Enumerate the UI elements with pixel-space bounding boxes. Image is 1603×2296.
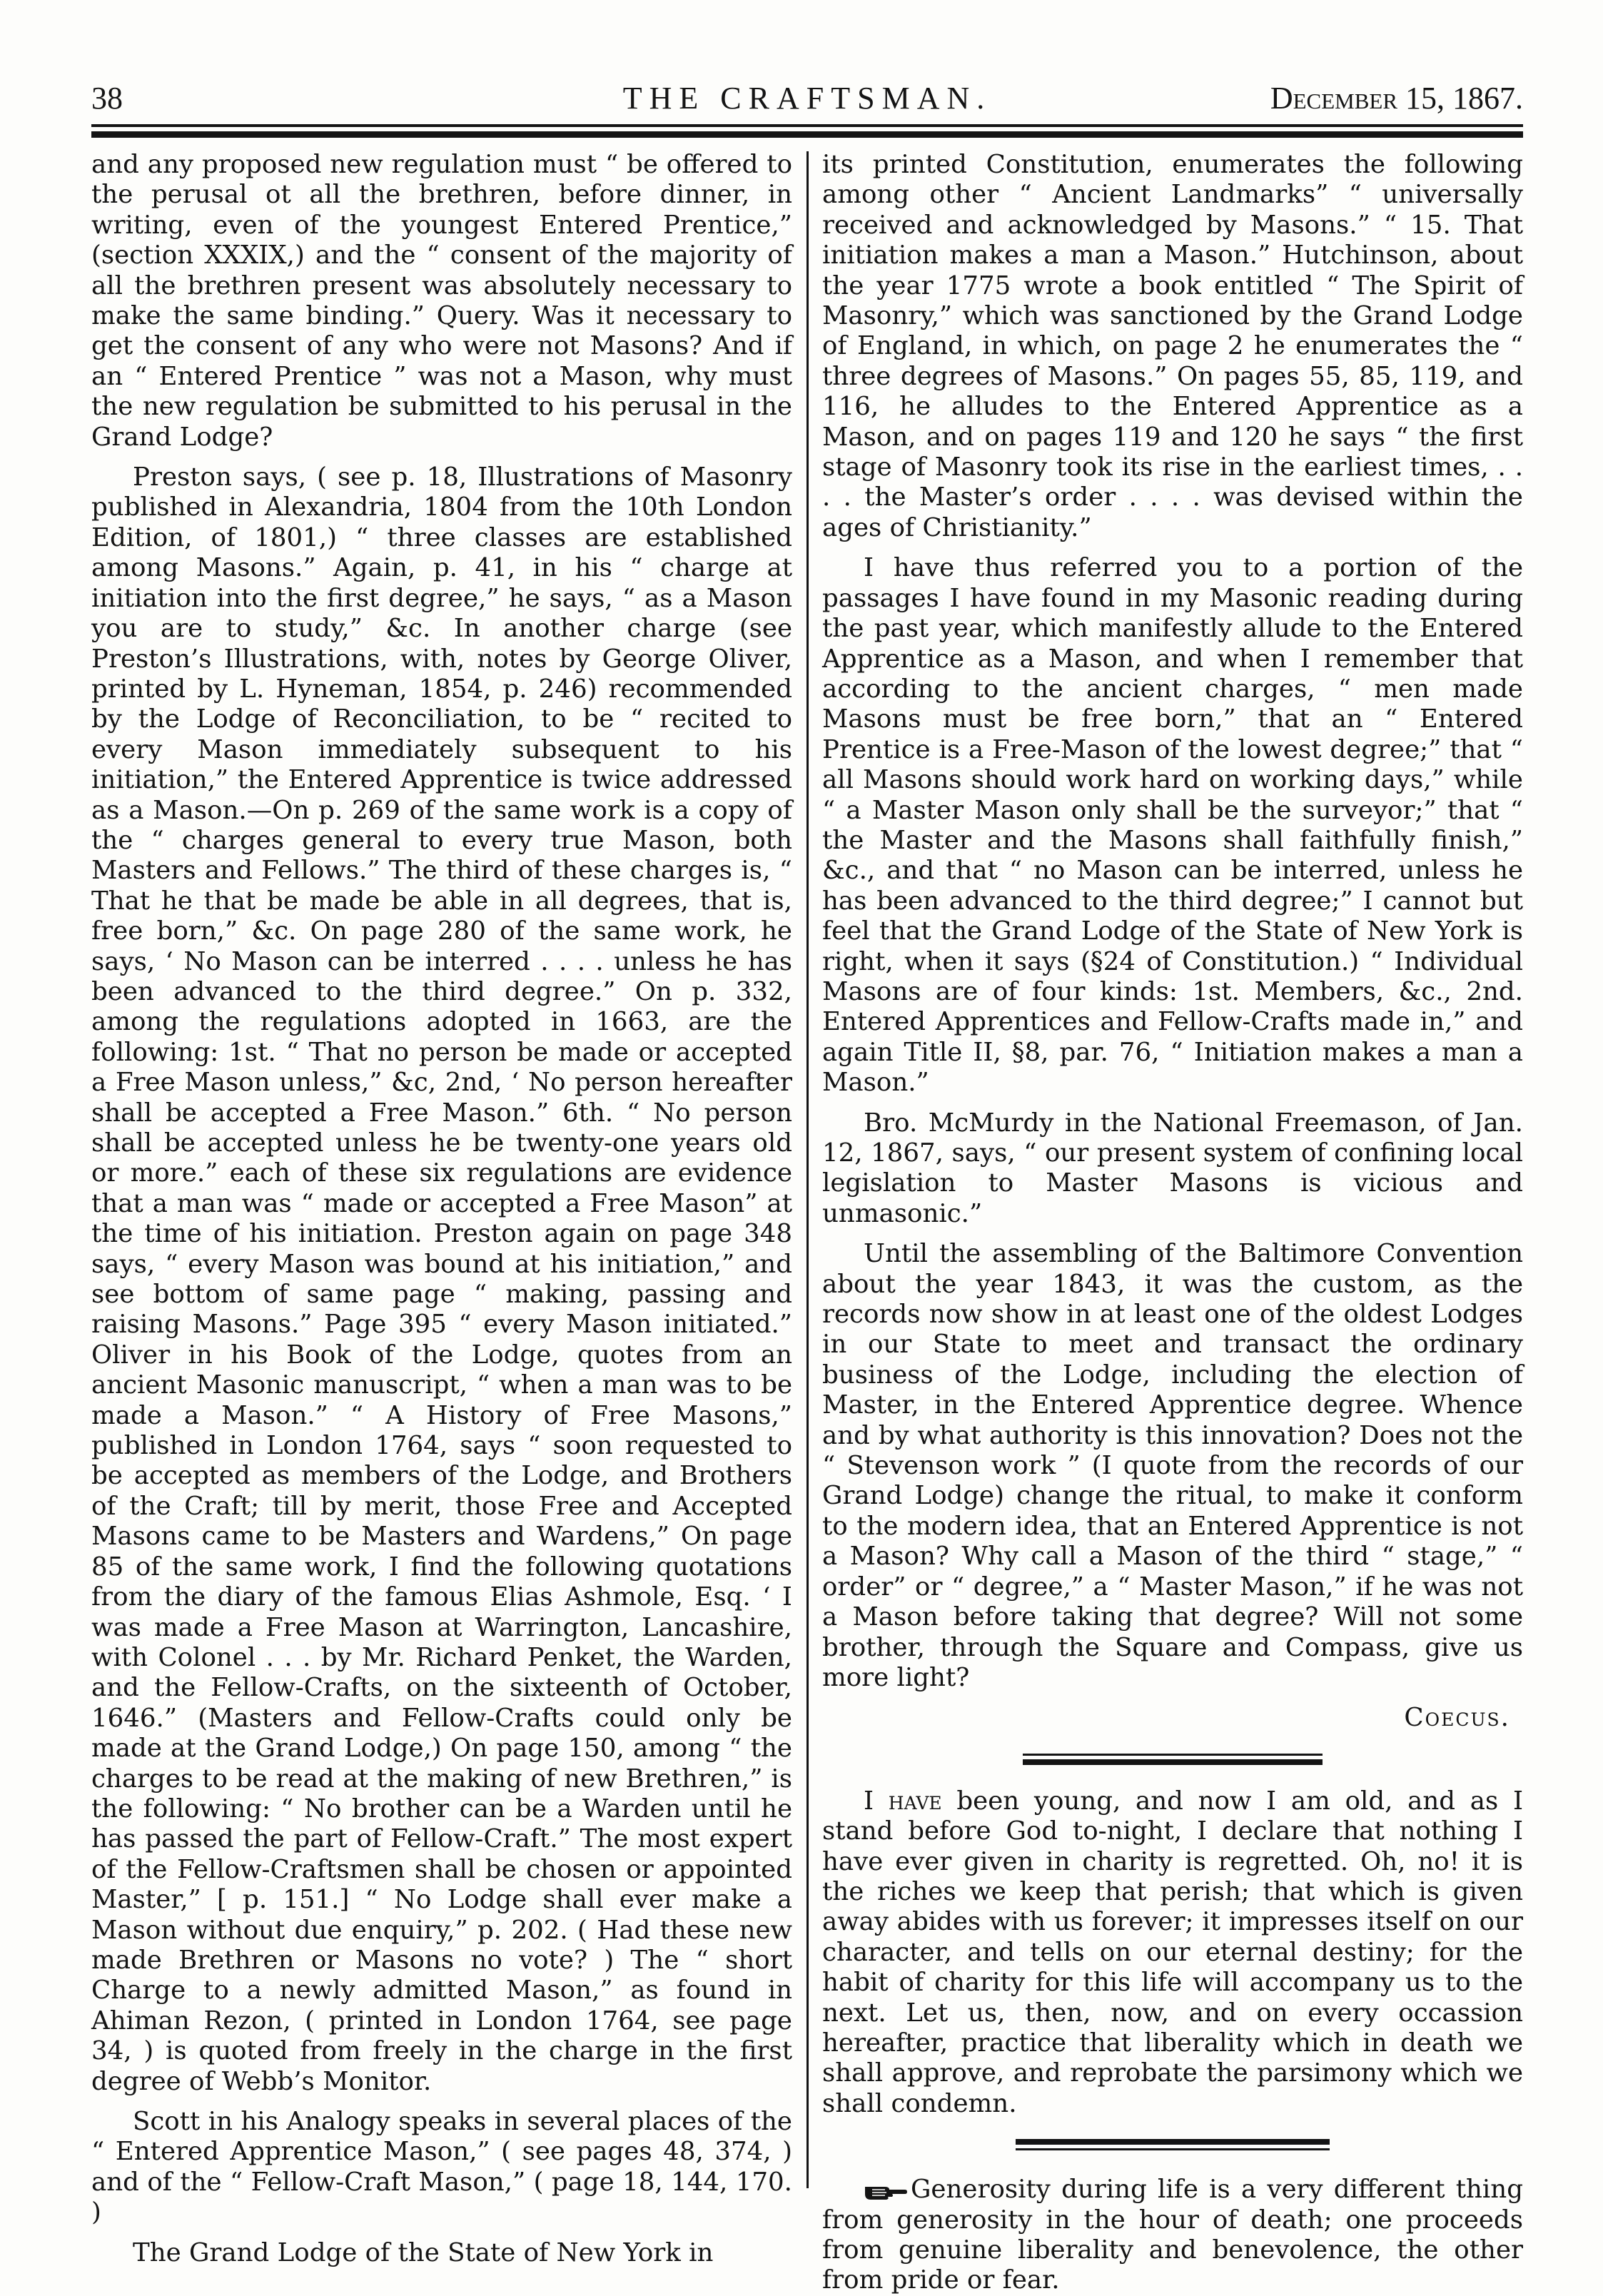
- header-rule-thick: [91, 131, 1523, 138]
- generosity-paragraph: [822, 2175, 1523, 2296]
- author-signature: Coecus.: [1404, 1703, 1510, 1733]
- left-column: [91, 150, 792, 2268]
- page-number: 38: [91, 81, 123, 116]
- left-paragraph-3: Scott in his Analogy speaks in several places of the “ Entered Apprentice Mason,” ( see pages 48, 374, ) and of the “ Fellow-Craft Mason,” ( page 18, 144, 170. ): [91, 2107, 792, 2227]
- issue-date-text: December 15, 1867.: [1270, 81, 1523, 116]
- left-paragraph-4: The Grand Lodge of the State of New York in: [133, 2237, 714, 2267]
- charity-paragraph: [822, 1786, 1523, 2119]
- header-rule-thin: [91, 124, 1523, 127]
- charity-text: been young, and now I am old, and as I stand before God to-night, I declare that nothing I have ever given in charity is regretted. Oh, no! it is the riches we keep that perish; that which is given away abides with us forever; it impresses itself on our character, and tells on our eternal destiny; for the habit of charity for this life will accompany us to the next. Let us, then, now, and on every occassion hereafter, practice that liberality which in death we shall approve, and reprobate the parsimony which we shall condemn.: [822, 1786, 1523, 2118]
- right-paragraph-4: Until the assembling of the Baltimore Convention about the year 1843, it was the custom, as the records now show in at least one of the oldest Lodges in our State to meet and transact the ordinary business of the Lodge, including the election of Master, in the Entered Apprentice degree. Whence and by what authority is this innovation? Does not the “ Stevenson work ” (I quote from the records of our Grand Lodge) change the ritual, to make it conform to the modern idea, that an Entered Apprentice is not a Mason? Why call a Mason of the third “ stage,” “ order” or “ degree,” a “ Master Mason,” if he was not a Mason before taking that degree? Will not some brother, through the Square and Compass, give us more light?: [822, 1239, 1523, 1692]
- column-divider: [806, 151, 809, 2188]
- right-paragraph-2: I have thus referred you to a portion of the passages I have found in my Masonic reading during the past year, which manifestly allude to the Entered Apprentice as a Mason, and when I remember that according to the ancient charges, “ men made Masons must be free born,” that an “ Entered Prentice is a Free-Mason of the lowest degree;” that “ all Masons should work hard on working days,” while “ a Master Mason only shall be the surveyor;” that “ the Master and the Masons shall faithfully finish,” &c., and that “ no Mason can be interred, unless he has been advanced to the third degree;” I cannot but feel that the Grand Lodge of the State of New York is right, when it says (§24 of Constitution.) “ Individual Masons are of four kinds: 1st. Members, &c., 2nd. Entered Apprentices and Fellow-Crafts made in,” and again Title II, §8, par. 76, “ Initiation makes a man a Mason.”: [822, 553, 1523, 1098]
- right-column: [822, 150, 1523, 2296]
- page-header: [91, 80, 1523, 124]
- charity-lead-words: I have: [864, 1786, 942, 1816]
- pointing-hand-icon: [864, 2181, 908, 2201]
- issue-date: [1270, 80, 1523, 116]
- journal-title: THE CRAFTSMAN.: [622, 81, 992, 116]
- generosity-text: Generosity during life is a very different thing from generosity in the hour of death; one proceeds from genuine liberality and benevolence, the other from pride or fear.: [822, 2175, 1523, 2295]
- left-paragraph-2: Preston says, ( see p. 18, Illustrations of Masonry published in Alexandria, 1804 from the 10th London Edition, of 1801,) “ three classes are established among Masons.” Again, p. 41, in his “ charge at initiation into the first degree,” he says, “ as a Mason you are to study,” &c. In another charge (see Preston’s Illustrations, with, notes by George Oliver, printed by L. Hyneman, 1854, p. 246) recommended by the Lodge of Reconciliation, to be “ recited to every Mason immediately subsequent to his initiation,” the Entered Apprentice is twice addressed as a Mason.—On p. 269 of the same work is a copy of the “ charges general to every true Mason, both Masters and Fellows.” The third of these charges is, “ That he that be made be able in all degrees, that is, free born,” &c. On page 280 of the same work, he says, ‘ No Mason can be interred . . . . unless he has been advanced to the third degree.” On p. 332, among the regulations adopted in 1663, are the following: 1st. “ That no person be made or accepted a Free Mason unless,” &c, 2nd, ‘ No person hereafter shall be accepted a Free Mason.” 6th. “ No person shall be accepted unless he be twenty-one years old or more.” each of these six regulations are evidence that a man was “ made or accepted a Free Mason” at the time of his initiation. Preston again on page 348 says, “ every Mason was bound at his initiation,” and see bottom of same page “ making, passing and raising Masons.” Page 395 “ every Mason initiated.” Oliver in his Book of the Lodge, quotes from an ancient Masonic manuscript, “ when a man was to be made a Mason.” “ A History of Free Masons,” published in London 1764, says “ soon requested to be accepted as members of the Lodge, and Brothers of the Craft; till by merit, those Free and Accepted Masons came to be Masters and Wardens,” On page 85 of the same work, I find the following quotations from the diary of the famous Elias Ashmole, Esq. ‘ I was made a Free Mason at Warrington, Lancashire, with Colonel . . . by Mr. Richard Penket, the Warden, and the Fellow-Crafts, on the sixteenth of October, 1646.” (Masters and Fellow-Crafts could only be made at the Grand Lodge,) On page 150, among “ the charges to be read at the making of new Brethren,” is the following: “ No brother can be a Warden until he has passed the part of Fellow-Craft.” The most expert of the Fellow-Craftsmen shall be chosen or appointed Master,” [ p. 151.] “ No Lodge shall ever make a Mason without due enquiry,” p. 202. ( Had these new made Brethren or Masons no vote? ) The “ short Charge to a newly admitted Mason,” as found in Ahiman Rezon, ( printed in London 1764, see page 34, ) is quoted from freely in the charge in the first degree of Webb’s Monitor.: [91, 462, 792, 2096]
- right-paragraph-1: its printed Constitution, enumerates the following among other “ Ancient Landmarks” “ universally received and acknowledged by Masons.” “ 15. That initiation makes a man a Mason.” Hutchinson, about the year 1775 wrote a book entitled “ The Spirit of Masonry,” which was sanctioned by the Grand Lodge of England, in which, on page 2 he enumerates the “ three degrees of Masons.” On pages 55, 85, 119, and 116, he alludes to the Entered Apprentice as a Mason, and on pages 119 and 120 he says “ the first stage of Masonry took its rise in the earliest times, . . . . the Master’s order . . . . was devised within the ages of Christianity.”: [822, 150, 1523, 542]
- right-paragraph-3: Bro. McMurdy in the National Freemason, of Jan. 12, 1867, says, “ our present system of confining local legislation to Master Masons is vicious and unmasonic.”: [822, 1108, 1523, 1228]
- article-separator-2: [1016, 2139, 1330, 2150]
- left-paragraph-1: and any proposed new regulation must “ be offered to the perusal ot all the brethren, before dinner, in writing, even of the youngest Entered Prentice,” (section XXXIX,) and the “ consent of the majority of all the brethren present was absolutely necessary to make the same binding.” Query. Was it necessary to get the consent of any who were not Masons? And if an “ Entered Prentice ” was not a Mason, why must the new regulation be submitted to his perusal in the Grand Lodge?: [91, 150, 792, 452]
- newspaper-page: [91, 80, 1523, 2295]
- article-separator: [1023, 1754, 1323, 1765]
